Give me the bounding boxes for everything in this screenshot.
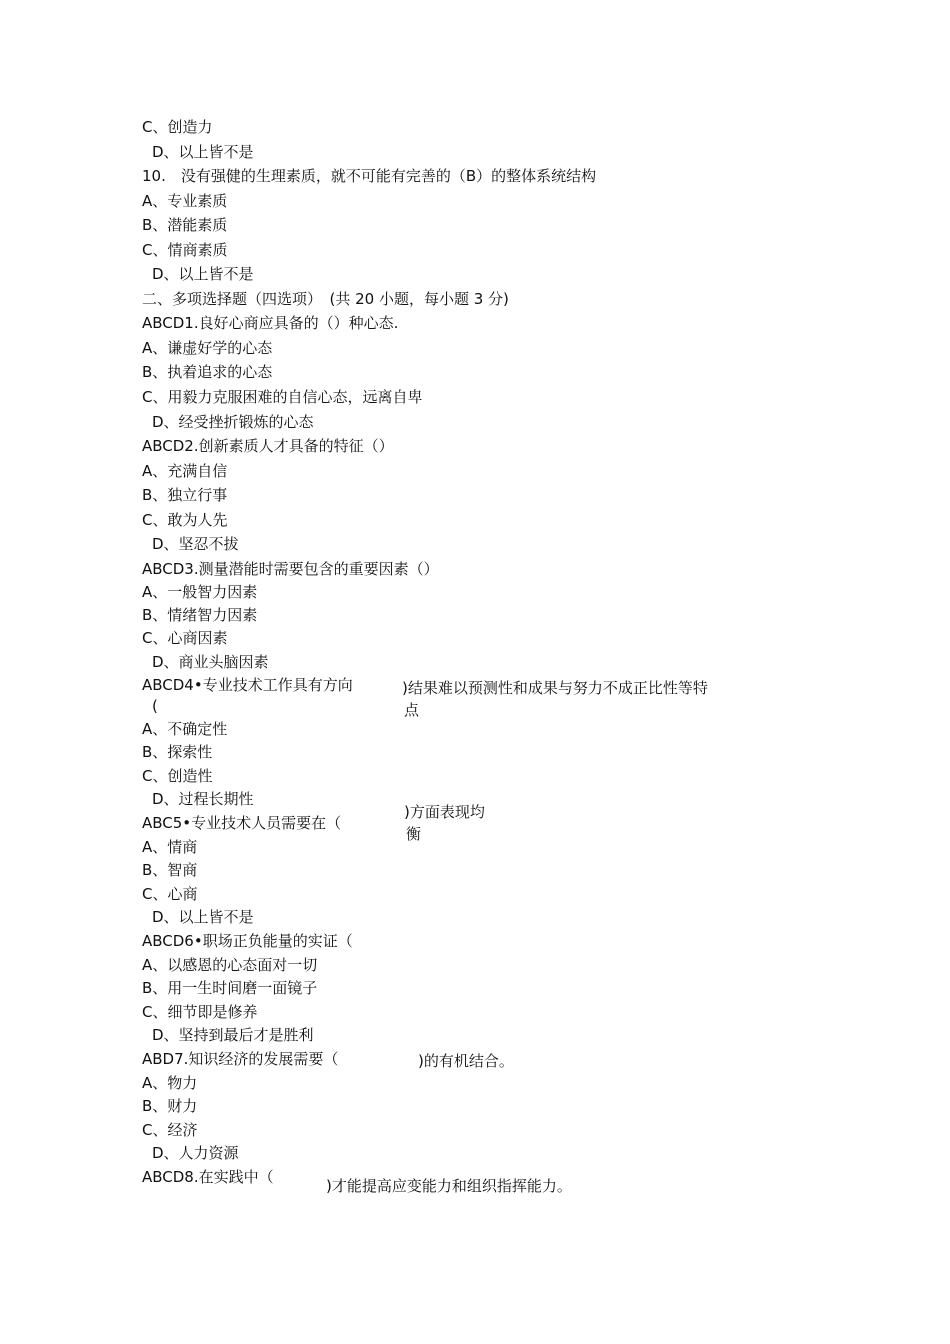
option-b: B、智商 <box>142 861 198 879</box>
option-d: D、经受挫折锻炼的心态 <box>152 413 314 431</box>
question-4-paren: ( <box>152 697 158 715</box>
option-c: C、创造力 <box>142 118 213 136</box>
question-5-part3: 衡 <box>406 825 422 843</box>
question-10: 10. 没有强健的生理素质，就不可能有完善的（B）的整体系统结构 <box>142 167 597 185</box>
option-b: B、独立行事 <box>142 486 228 504</box>
question-7-part2: )的有机结合。 <box>418 1052 514 1070</box>
option-a: A、专业素质 <box>142 192 228 210</box>
section-heading: 二、多项选择题（四选项） (共 20 小题，每小题 3 分) <box>142 290 509 308</box>
option-b: B、情绪智力因素 <box>142 606 258 624</box>
option-b: B、探索性 <box>142 743 213 761</box>
option-d: D、人力资源 <box>152 1144 239 1162</box>
option-b: B、执着追求的心态 <box>142 363 273 381</box>
option-c: C、创造性 <box>142 767 213 785</box>
option-d: D、以上皆不是 <box>152 143 254 161</box>
option-d: D、商业头脑因素 <box>152 653 269 671</box>
question-3: ABCD3.测量潜能时需要包含的重要因素（） <box>142 560 439 578</box>
option-d: D、坚忍不拔 <box>152 535 239 553</box>
option-a: A、物力 <box>142 1074 198 1092</box>
option-c: C、用毅力克服困难的自信心态，远离自卑 <box>142 388 423 406</box>
option-c: C、情商素质 <box>142 241 228 259</box>
option-b: B、用一生时间磨一面镜子 <box>142 979 318 997</box>
option-c: C、敢为人先 <box>142 511 228 529</box>
option-a: A、以感恩的心态面对一切 <box>142 956 318 974</box>
option-a: A、谦虚好学的心态 <box>142 339 273 357</box>
question-4-part2: )结果难以预测性和成果与努力不成正比性等特 <box>402 679 708 697</box>
question-7-part1: ABD7.知识经济的发展需要（ <box>142 1050 339 1068</box>
option-d: D、以上皆不是 <box>152 908 254 926</box>
option-a: A、充满自信 <box>142 462 228 480</box>
question-8-part1: ABCD8.在实践中（ <box>142 1168 274 1186</box>
option-d: D、过程长期性 <box>152 790 254 808</box>
question-1: ABCD1.良好心商应具备的（）种心态. <box>142 314 399 332</box>
question-2: ABCD2.创新素质人才具备的特征（） <box>142 437 394 455</box>
option-b: B、潜能素质 <box>142 216 228 234</box>
question-5-part1: ABC5•专业技术人员需要在（ <box>142 814 342 832</box>
question-5-part2: )方面表现均 <box>404 803 485 821</box>
option-a: A、一般智力因素 <box>142 583 258 601</box>
option-d: D、以上皆不是 <box>152 265 254 283</box>
option-a: A、不确定性 <box>142 720 228 738</box>
question-4-part1: ABCD4•专业技术工作具有方向 <box>142 676 353 694</box>
option-b: B、财力 <box>142 1097 198 1115</box>
question-4-part3: 点 <box>404 701 420 719</box>
option-d: D、坚持到最后才是胜利 <box>152 1026 314 1044</box>
option-c: C、心商因素 <box>142 629 228 647</box>
option-a: A、情商 <box>142 838 198 856</box>
option-c: C、经济 <box>142 1121 198 1139</box>
option-c: C、心商 <box>142 885 198 903</box>
option-c: C、细节即是修养 <box>142 1003 258 1021</box>
question-8-part2: )才能提高应变能力和组织指挥能力。 <box>326 1177 572 1195</box>
question-6: ABCD6•职场正负能量的实证（ <box>142 932 353 950</box>
